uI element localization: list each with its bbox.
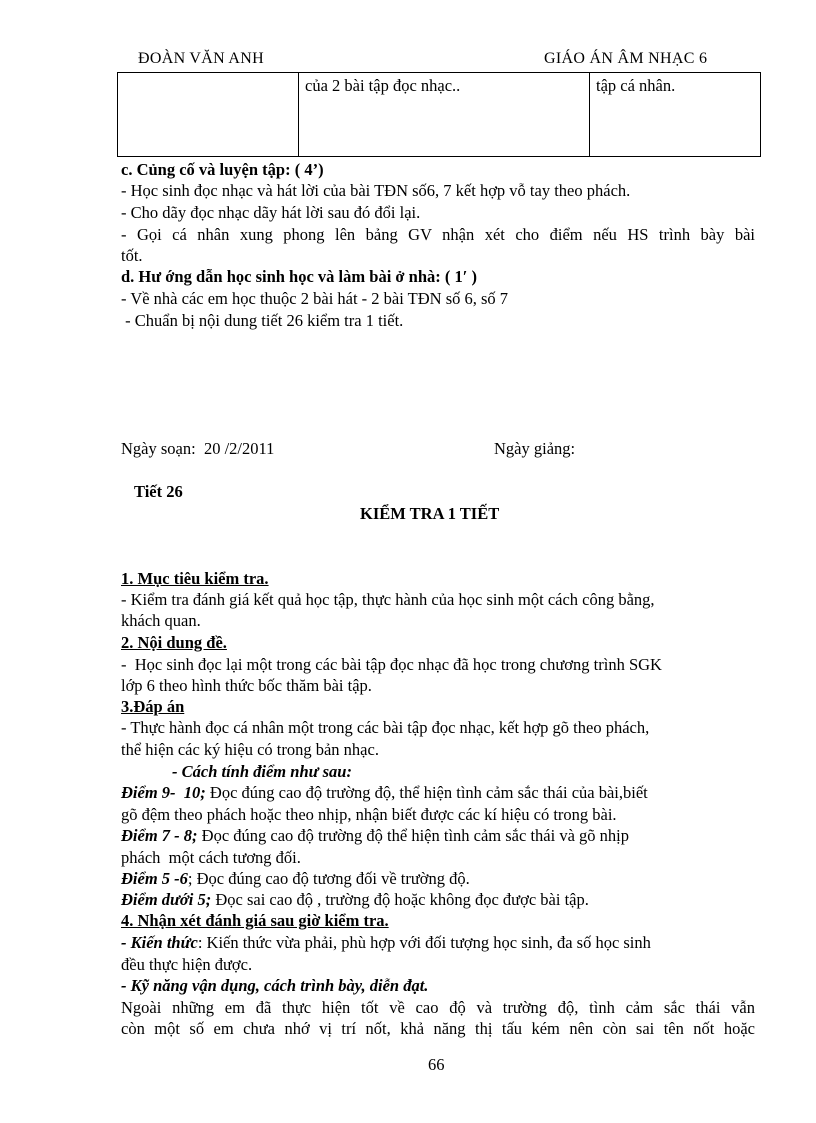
score-9-10-line-2: gõ đệm theo phách hoặc theo nhịp, nhận biết được các kí hiệu có trong bài.	[121, 805, 617, 824]
score-7-8-label: Điểm 7 - 8;	[121, 826, 198, 845]
lesson-number: Tiết 26	[134, 482, 183, 501]
ngay-giang: Ngày giảng:	[494, 439, 576, 458]
table-cell-2: của 2 bài tập đọc nhạc..	[299, 73, 590, 157]
s4-knowledge-label: - Kiến thức	[121, 933, 198, 952]
section-c-line-4: tốt.	[121, 246, 143, 265]
s4-skills-title: - Kỹ năng vận dụng, cách trình bày, diễn đạt.	[121, 976, 429, 995]
s4-knowledge	[121, 933, 651, 953]
table-cell-3: tập cá nhân.	[590, 73, 761, 157]
section-d-line-1: - Về nhà các em học thuộc 2 bài hát - 2 bài TĐN số 6, số 7	[121, 289, 509, 308]
header-author: ĐOÀN VĂN ANH	[138, 50, 264, 67]
score-9-10	[121, 783, 648, 803]
lesson-title: KIỂM TRA 1 TIẾT	[360, 504, 500, 523]
section-d-title: d. Hư ớng dẫn học sinh học và làm bài ở nhà: ( 1′ )	[121, 267, 478, 286]
s3-title: 3.Đáp án	[121, 697, 185, 716]
section-c-line-2: - Cho dãy đọc nhạc dãy hát lời sau đó đổi lại.	[121, 203, 421, 222]
s4-line-1: Ngoài những em đã thực hiện tốt về cao độ và trường độ, tình cảm sắc thái vẫn	[121, 998, 755, 1017]
section-d-line-2: - Chuẩn bị nội dung tiết 26 kiểm tra 1 tiết.	[121, 311, 404, 330]
score-below-5-label: Điểm dưới 5;	[121, 890, 212, 909]
score-5-6	[121, 869, 470, 889]
s3-line-1: - Thực hành đọc cá nhân một trong các bài tập đọc nhạc, kết hợp gõ theo phách,	[121, 718, 650, 737]
score-7-8-text: Đọc đúng cao độ trường độ thể hiện tình cảm sắc thái và gõ nhịp	[197, 826, 629, 845]
page-number: 66	[428, 1055, 445, 1074]
score-below-5-text: Đọc sai cao độ , trường độ hoặc không đọc được bài tập.	[211, 890, 589, 909]
s1-title: 1. Mục tiêu kiểm tra.	[121, 569, 269, 588]
scoring-title: - Cách tính điểm như sau:	[172, 762, 352, 781]
s1-line-1: - Kiểm tra đánh giá kết quả học tập, thực hành của học sinh một cách công bằng,	[121, 590, 655, 609]
score-below-5	[121, 890, 589, 910]
score-7-8-line-2: phách một cách tương đối.	[121, 848, 301, 867]
s2-line-1: - Học sinh đọc lại một trong các bài tập đọc nhạc đã học trong chương trình SGK	[121, 655, 662, 674]
ngay-soan: Ngày soạn: 20 /2/2011	[121, 439, 275, 458]
section-c-line-3: - Gọi cá nhân xung phong lên bảng GV nhận xét cho điểm nếu HS trình bày bài	[121, 225, 755, 244]
s4-line-2: còn một số em chưa nhớ vị trí nốt, khả năng thị tấu kém nên còn sai tên nốt hoặc	[121, 1019, 755, 1038]
continuation-table	[117, 72, 761, 157]
score-9-10-text: Đọc đúng cao độ trường độ, thể hiện tình cảm sắc thái của bài,biết	[205, 783, 648, 802]
score-9-10-label: Điểm 9- 10;	[121, 783, 206, 802]
s1-line-2: khách quan.	[121, 611, 201, 630]
score-5-6-text: ; Đọc đúng cao độ tương đối về trường độ.	[187, 869, 470, 888]
section-c-title: c. Củng cố và luyện tập: ( 4’)	[121, 160, 324, 179]
s4-knowledge-text: : Kiến thức vừa phải, phù hợp với đối tượng học sinh, đa số học sinh	[197, 933, 651, 952]
s3-line-2: thể hiện các ký hiệu có trong bản nhạc.	[121, 740, 379, 759]
s2-line-2: lớp 6 theo hình thức bốc thăm bài tập.	[121, 676, 372, 695]
s2-title: 2. Nội dung đề.	[121, 633, 227, 652]
header-title: GIÁO ÁN ÂM NHẠC 6	[544, 50, 708, 67]
score-5-6-label: Điểm 5 -6	[121, 869, 188, 888]
table-row	[118, 73, 761, 157]
s4-knowledge-line-2: đều thực hiện được.	[121, 955, 253, 974]
section-c-line-1: - Học sinh đọc nhạc và hát lời của bài TĐN số6, 7 kết hợp vỗ tay theo phách.	[121, 181, 631, 200]
score-7-8	[121, 826, 629, 846]
s4-title: 4. Nhận xét đánh giá sau giờ kiểm tra.	[121, 911, 389, 930]
table-cell-1	[118, 73, 299, 157]
